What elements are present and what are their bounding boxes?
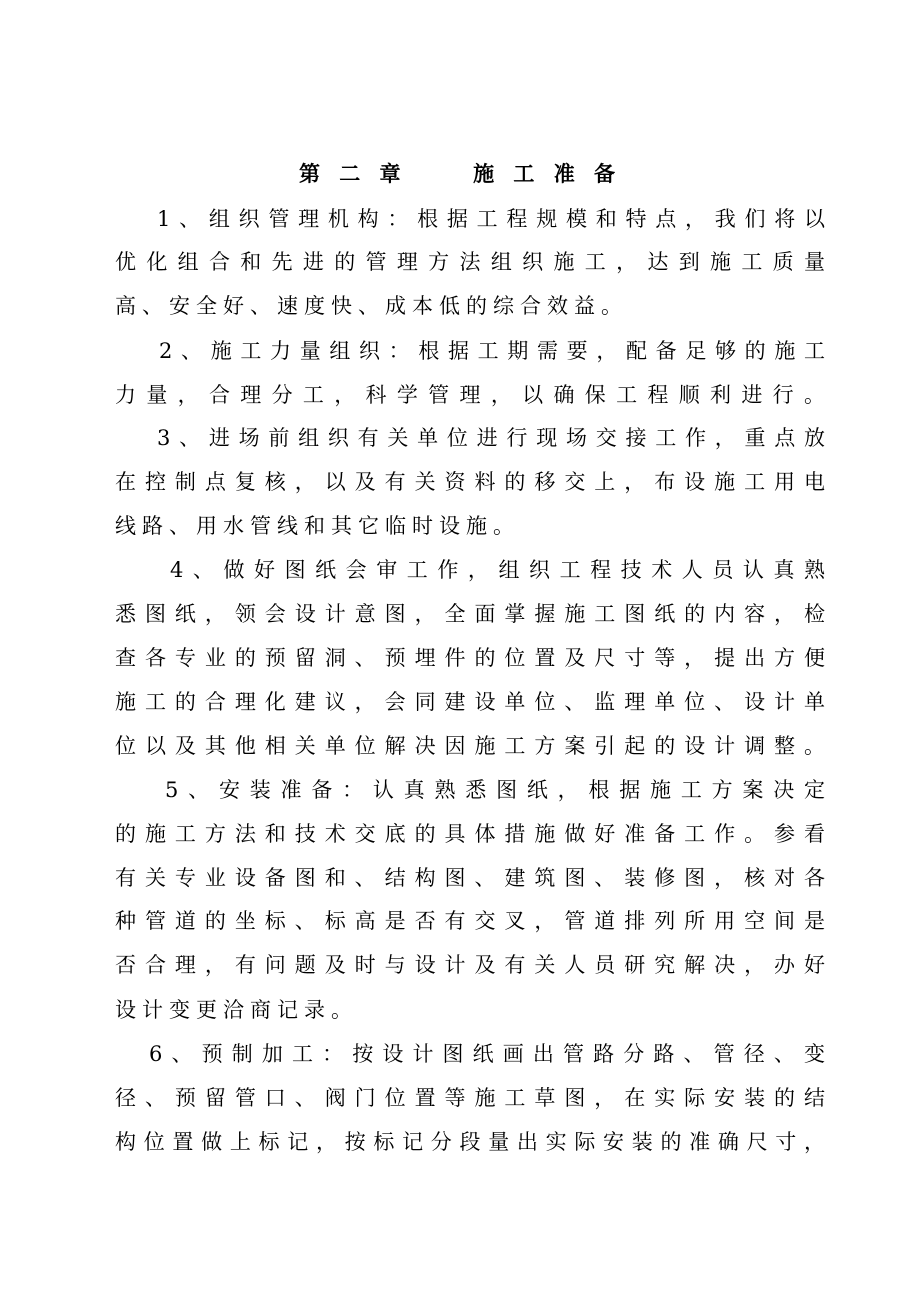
text-line: 悉图纸，领会设计意图，全面掌握施工图纸的内容，检 [115, 602, 825, 626]
text-line: 施工的合理化建议，会同建设单位、监理单位、设计单 [115, 690, 825, 714]
text-line: 线路、用水管线和其它临时设施。 [115, 514, 520, 538]
text-line: 设计变更洽商记录。 [115, 998, 358, 1022]
text-line: 力量，合理分工，科学管理，以确保工程顺利进行。 [115, 383, 825, 407]
text-line: 有关专业设备图和、结构图、建筑图、装修图，核对各 [115, 866, 825, 890]
text-line: 高、安全好、速度快、成本低的综合效益。 [115, 294, 628, 318]
text-line: 径、预留管口、阀门位置等施工草图，在实际安装的结 [115, 1086, 825, 1110]
text-line: 在控制点复核，以及有关资料的移交上，布设施工用电 [115, 470, 825, 494]
text-line: 优化组合和先进的管理方法组织施工，达到施工质量 [115, 250, 825, 274]
text-line: 种管道的坐标、标高是否有交叉，管道排列所用空间是 [115, 909, 825, 933]
text-line: 4、做好图纸会审工作，组织工程技术人员认真熟 [170, 558, 825, 582]
text-line: 3、进场前组织有关单位进行现场交接工作，重点放 [157, 426, 825, 450]
text-line: 6、预制加工：按设计图纸画出管路分路、管径、变 [149, 1042, 825, 1066]
text-line: 1、组织管理机构：根据工程规模和特点，我们将以 [157, 207, 825, 231]
text-line: 的施工方法和技术交底的具体措施做好准备工作。参看 [115, 822, 825, 846]
text-line: 5、安装准备：认真熟悉图纸，根据施工方案决定 [165, 778, 825, 802]
text-line: 查各专业的预留洞、预埋件的位置及尺寸等，提出方便 [115, 646, 825, 670]
text-line: 构位置做上标记，按标记分段量出实际安装的准确尺寸， [115, 1130, 825, 1154]
chapter-title: 第 二 章 施 工 准 备 [298, 161, 622, 186]
text-line: 2、施工力量组织：根据工期需要，配备足够的施工 [159, 339, 825, 363]
text-line: 否合理，有问题及时与设计及有关人员研究解决，办好 [115, 953, 825, 977]
text-line: 位以及其他相关单位解决因施工方案引起的设计调整。 [115, 734, 825, 758]
